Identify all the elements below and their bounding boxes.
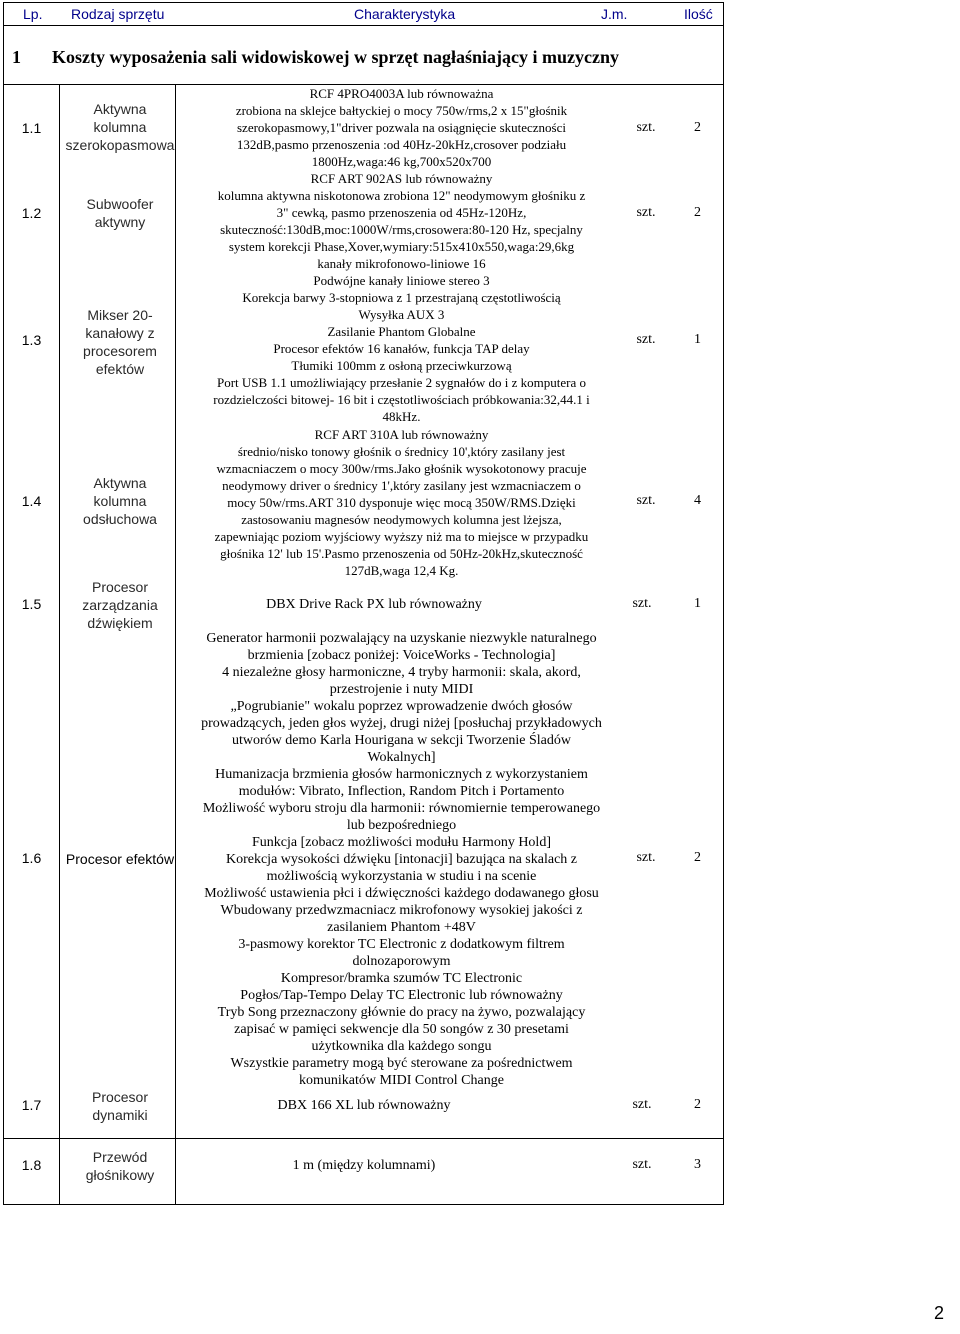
text-line: aktywny [94,214,146,230]
text-line: Kompresor/bramka szumów TC Electronic [280,971,523,986]
text-line: efektów [95,361,145,377]
text-line: Funkcja [zobacz możliwości modułu Harmony Hold] [252,835,551,850]
text-line: Możliwość wyboru stroju dla harmonii: równomiernie temperowanego [202,801,601,816]
text-line: Zasilanie Phantom Globalne [327,324,476,339]
row-description [179,1157,549,1174]
text-line: Humanizacja brzmienia głosów harmonicznych z wykorzystaniem [215,767,588,782]
text-line: RCF ART 902AS lub równoważny [310,171,493,186]
text-line: Wbudowany przedwzmacniacz mikrofonowy wysokiej jakości z [220,903,583,918]
row-unit: szt. [632,1157,652,1172]
row-description [179,596,569,613]
text-line: 4 niezależne głosy harmoniczne, 4 tryby harmonii: skala, akord, [222,665,581,680]
text-line: Pogłos/Tap-Tempo Delay TC Electronic lub równoważny [240,988,563,1003]
text-line: 3-pasmowy korektor TC Electronic z dodatkowym filtrem [238,937,565,952]
text-line: Tłumiki 100mm z osłoną przeciwkurzową [291,358,512,373]
row-unit: szt. [632,1097,652,1112]
row-lp: 1.1 [21,120,42,136]
row-description [179,170,624,255]
text-line: Generator harmonii pozwalający na uzyskanie niezwykle naturalnego [206,631,597,646]
row-qty: 2 [694,205,701,220]
row-lp: 1.2 [21,205,42,221]
row-unit: szt. [632,596,652,611]
text-line: dolnozaporowym [352,954,451,969]
text-line: Podwójne kanały liniowe stereo 3 [313,273,490,288]
text-line: RCF 4PRO4003A lub równoważna [309,86,494,101]
row-lp: 1.4 [21,493,42,509]
text-line: 48kHz. [382,409,421,424]
text-line: zapewniając poziom wyjściowy wyższy niż ma to miejsce w przypadku [214,529,589,544]
text-line: Wszystkie parametry mogą być sterowane za pośrednictwem [230,1056,573,1071]
text-line: DBX Drive Rack PX lub równoważny [266,597,482,612]
text-line: rozdzielczości bitowej- 16 bit i częstotliwościach próbkowania:32,44.1 i [213,392,590,407]
text-line: 1 m (między kolumnami) [292,1158,436,1173]
row-description [179,1097,549,1114]
row-lp: 1.3 [21,332,42,348]
row-unit: szt. [636,493,656,508]
row-equipment-name [65,100,175,154]
text-line: Przewód [92,1149,148,1165]
row-equipment-name [65,306,175,378]
row-lp: 1.6 [21,850,42,866]
text-line: prowadzących, jeden głos wyżej, drugi niżej [posłuchaj przykładowych [201,716,602,731]
row-qty: 2 [694,120,701,135]
row-qty: 4 [694,493,701,508]
row-unit: szt. [636,120,656,135]
row-qty: 2 [694,1097,701,1112]
row-lp: 1.8 [21,1157,42,1173]
text-line: Wokalnych] [367,750,436,765]
text-line: kanały mikrofonowo-liniowe 16 [317,256,486,271]
row-equipment-name [65,1148,175,1184]
col-divider-name [175,84,176,1204]
page-number: 2 [934,1303,945,1323]
text-line: Korekcja barwy 3-stopniowa z 1 przestrajaną częstotliwością [242,290,561,305]
text-line: Możliwość ustawienia płci i dźwięczności każdego dodawanego głosu [204,886,599,901]
text-line: modułów: Vibrato, Inflection, Random Pitch i Portamento [238,784,565,799]
text-line: szerokopasmowy,1"driver pozwala na osiągnięcie skuteczności [237,120,566,135]
text-line: Korekcja wysokości dźwięku [intonacji] bazująca na skalach z [225,852,578,867]
col-divider-lp [59,84,60,1204]
text-line: Procesor efektów [65,851,175,867]
text-line: Port USB 1.1 umożliwiający przesłanie 2 sygnałów do i z komputera o [217,375,586,390]
text-line: zrobiona na sklejce bałtyckiej o mocy 750w/rms,2 x 15"głośnik [235,103,568,118]
row-unit: szt. [636,332,656,347]
text-line: system korekcji Phase,Xover,wymiary:515x410x550,waga:29,6kg [228,239,575,254]
text-line: 1800Hz,waga:46 kg,700x520x700 [311,154,492,169]
section-number: 1 [12,47,21,67]
text-line: szerokopasmowa [65,137,175,153]
row-description [179,85,624,170]
row-qty: 1 [694,596,701,611]
header-lp: Lp. [23,6,43,22]
text-line: zapisać w pamięci sekwencje dla 50 songów z 30 presetami [234,1022,569,1037]
text-line: DBX 166 XL lub równoważny [277,1098,451,1113]
text-line: Tryb Song przeznaczony głównie do pracy na żywo, pozwalający [217,1005,586,1020]
text-line: kolumna [93,119,147,135]
text-line: przestrojenie i nuty MIDI [329,682,474,697]
header-ilosc: Ilość [684,6,713,22]
header-divider [4,25,723,26]
text-line: wzmacniaczem o mocy 300w/rms.Jako głośnik wysokotonowy pracuje [216,461,587,476]
text-line: możliwością wykorzystania w studiu i na scenie [266,869,537,884]
section-title-text: Koszty wyposażenia sali widowiskowej w sprzęt nagłaśniający i muzyczny [52,47,619,67]
row-unit: szt. [636,205,656,220]
text-line: Subwoofer [86,196,154,212]
text-line: procesorem [83,343,157,359]
text-line: 127dB,waga 12,4 Kg. [344,563,459,578]
text-line: Procesor efektów 16 kanałów, funkcja TAP delay [273,341,530,356]
text-line: Procesor [91,579,149,595]
text-line: użytkownika dla każdego songu [311,1039,492,1054]
text-line: głośnikowy [85,1167,155,1183]
text-line: głośnika 12' lub 15'.Pasmo przenoszenia od 50Hz-20kHz,skuteczność [220,546,583,561]
row-description [179,630,624,1089]
row-lp: 1.5 [21,596,42,612]
row-equipment-name [65,1088,175,1124]
row-equipment-name [65,195,175,231]
text-line: neodymowy driver o średnicy 1',który zasilany jest wzmacniaczem o [222,478,581,493]
text-line: Mikser 20- [87,307,153,323]
text-line: zarządzania [82,597,158,613]
text-line: RCF ART 310A lub równoważny [314,427,489,442]
text-line: odsłuchowa [83,511,157,527]
text-line: Procesor [91,1089,149,1105]
text-line: kanałowy z [85,325,155,341]
row-unit: szt. [636,850,656,865]
text-line: brzmienia [zobacz poniżej: VoiceWorks - Technologia] [247,648,556,663]
row-divider [4,1138,723,1139]
row-qty: 1 [694,332,701,347]
text-line: 132dB,pasmo przenoszenia :od 40Hz-20kHz,crosover podziału [236,137,567,152]
text-line: mocy 50w/rms.ART 310 dysponuje więc mocą 350W/RMS.Dzięki [227,495,576,510]
text-line: kolumna [93,493,147,509]
header-rodzaj: Rodzaj sprzętu [71,6,165,22]
header-charakterystyka: Charakterystyka [354,6,456,22]
text-line: kolumna aktywna niskotonowa zrobiona 12" neodymowym głośniku z [217,188,586,203]
equipment-table [3,2,724,1205]
text-line: Wysyłka AUX 3 [358,307,445,322]
row-description [179,426,624,579]
text-line: zastosowaniu magnesów neodymowych kolumna jest lżejsza, [241,512,562,527]
text-line: dźwiękiem [87,615,153,631]
text-line: Aktywna [93,475,147,491]
row-equipment-name [65,474,175,528]
row-equipment-name [65,578,175,632]
text-line: dynamiki [92,1107,148,1123]
text-line: Aktywna [93,101,147,117]
text-line: utworów demo Karla Hourigana w sekcji Tworzenie Śladów [232,733,571,748]
text-line: 3" cewką, pasmo przenoszenia od 45Hz-120Hz, [276,205,527,220]
text-line: skuteczność:130dB,moc:1000W/rms,crosowera:80-120 Hz, specjalny [220,222,583,237]
row-equipment-name [61,850,179,868]
text-line: średnio/nisko tonowy głośnik o średnicy 10',który zasilany jest [237,444,566,459]
row-qty: 2 [694,850,701,865]
header-jm: J.m. [601,6,628,22]
section-title [12,47,619,68]
row-lp: 1.7 [21,1097,42,1113]
row-description [179,255,624,425]
row-qty: 3 [694,1157,701,1172]
text-line: lub bezpośredniego [346,818,457,833]
text-line: komunikatów MIDI Control Change [299,1073,504,1088]
text-line: zasilaniem Phantom +48V [327,920,476,935]
text-line: „Pogrubianie" wokalu poprzez wprowadzenie dwóch głosów [230,699,573,714]
